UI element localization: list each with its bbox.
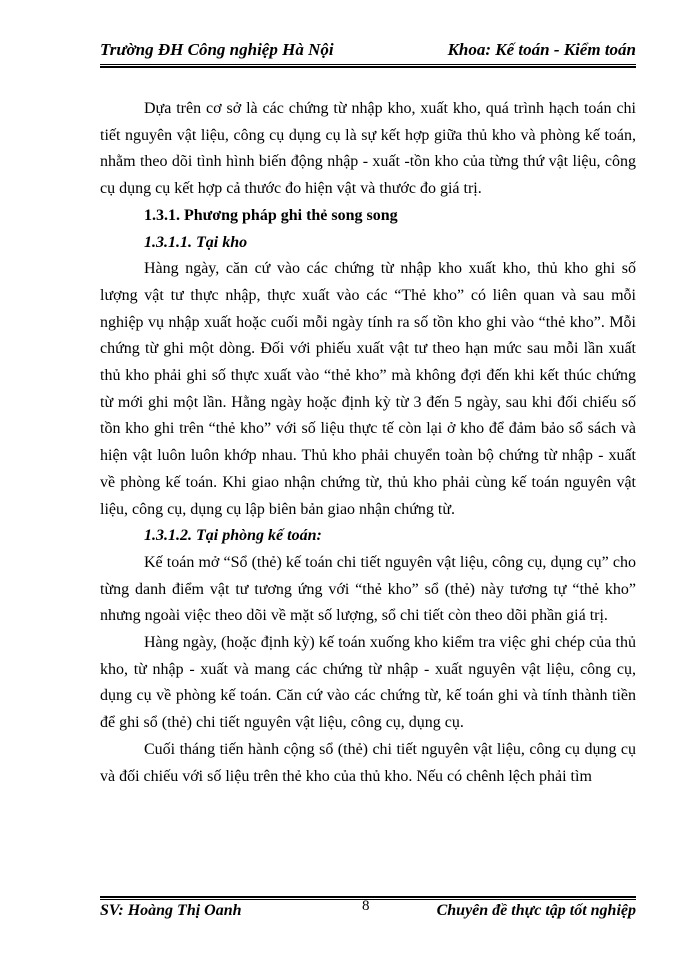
document-body [100,96,636,790]
paragraph-month-end: Cuối tháng tiến hành cộng sổ (thẻ) chi tiết nguyên vật liệu, công cụ dụng cụ và đối chiếu với số liệu trên thẻ kho của thủ kho. Nếu có chênh lệch phải tìm [100,740,636,785]
paragraph-warehouse: Hàng ngày, căn cứ vào các chứng từ nhập kho xuất kho, thủ kho ghi số lượng vật tư thực nhập, thực xuất vào các “Thẻ kho” có liên quan và sau mỗi nghiệp vụ nhập xuất hoặc cuối mỗi ngày tính ra số tồn kho ghi vào “thẻ kho”. Mỗi chứng từ ghi một dòng. Đối với phiếu xuất vật tư theo hạn mức sau mỗi lần xuất thủ kho phải ghi số thực xuất vào “thẻ kho” mà không đợi đến khi kết thúc chứng từ mới ghi một lần. Hằng ngày hoặc định kỳ từ 3 đến 5 ngày, sau khi đối chiếu số tồn kho ghi trên “thẻ kho” với số liệu thực tế còn lại ở kho để đảm bảo sổ sách và hiện vật luôn luôn khớp nhau. Thủ kho phải chuyển toàn bộ chứng từ nhập - xuất về phòng kế toán. Khi giao nhận chứng từ, thủ kho phải cùng kế toán nguyên vật liệu, công cụ, dụng cụ lập biên bản giao nhận chứng từ. [100,260,636,518]
footer-report-title: Chuyên đề thực tập tốt nghiệp [436,902,636,919]
header-school: Trường ĐH Công nghiệp Hà Nội [100,40,334,59]
page-header [100,38,636,64]
paragraph-daily-check: Hàng ngày, (hoặc định kỳ) kế toán xuống kho kiểm tra việc ghi chép của thủ kho, từ nhập - xuất và mang các chứng từ nhập - xuất nguyên vật liệu, công cụ, dụng cụ về phòng kế toán. Căn cứ vào các chứng từ, kế toán ghi và tính thành tiền để ghi sổ (thẻ) chi tiết nguyên vật liệu, công cụ, dụng cụ. [100,634,636,732]
page-footer [100,898,636,926]
footer-student: SV: Hoàng Thị Oanh [100,902,242,919]
subsection-heading-1-3-1-2: 1.3.1.2. Tại phòng kế toán: [144,527,322,545]
header-faculty: Khoa: Kế toán - Kiểm toán [447,40,636,59]
paragraph-accounting-book: Kế toán mở “Sổ (thẻ) kế toán chi tiết nguyên vật liệu, công cụ, dụng cụ” cho từng danh điểm vật tư tương ứng với “thẻ kho” sổ (thẻ) này tương tự “thẻ kho” nhưng ngoài việc theo dõi về mặt số lượng, sổ chi tiết còn theo dõi phần giá trị. [100,553,636,625]
page-number: 8 [362,898,370,914]
header-rule [100,64,636,68]
section-heading-1-3-1: 1.3.1. Phương pháp ghi thẻ song song [144,206,398,224]
paragraph-intro: Dựa trên cơ sở là các chứng từ nhập kho, xuất kho, quá trình hạch toán chi tiết nguyên vật liệu, công cụ dụng cụ là sự kết hợp giữa thủ kho và phòng kế toán, nhằm theo dõi tình hình biến động nhập - xuất -tồn kho của từng thứ vật liệu, công cụ dụng cụ kết hợp cả thước đo hiện vật và thước đo giá trị. [100,100,636,198]
subsection-heading-1-3-1-1: 1.3.1.1. Tại kho [144,233,248,251]
